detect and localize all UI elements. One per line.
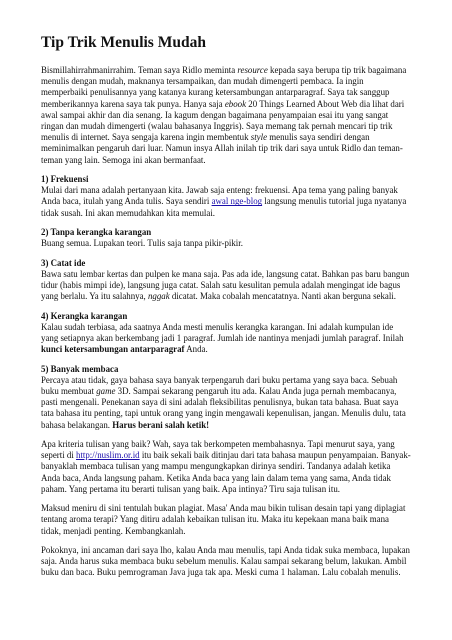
paragraph-text: Apa kriteria tulisan yang baik? Wah, saya tak berkompeten membahasnya. Tapi menurut saya, yang seperti di [41, 439, 395, 461]
paragraph-text: itu baik sekali baik ditinjau dari tata bahasa maupun penyampaian. Banyak-banyaklah membaca tulisan yang mampu mengungkapkan dirinya sendiri. Tandanya adalah ketika Anda baca, Anda langsung paham. Ketika Anda baca yang lain dalam tema yang sama, Anda tidak paham. Yang pertama itu berarti tulisan yang baik. Apa intinya? Tiru saja tulisan itu. [41, 450, 411, 494]
paragraph-kriteria [41, 439, 411, 495]
intro-text: 20 Things Learned About Web dia lihat dari awal sampai akhir dan dia senang. Ia kagum dengan bagaimana penyampaian esai itu yang sangat ringan dan mudah dimengerti (walau bahasanya Inggris). Saya memang tak pernah mencari tip trik menulis di internet. Saya sengaja karena ingin membentuk [41, 98, 405, 143]
section-text: Anda. [184, 344, 208, 355]
section-catat-ide [41, 258, 411, 303]
intro-text: menulis saya sendiri dengan meminimalkan pengaruh dari luar. Namun insya Allah inilah tip trik dari saya untuk Ridlo dan teman-teman yang lain. Semoga ini akan bermanfaat. [41, 132, 403, 165]
paragraph-ancaman: Pokoknya, ini ancaman dari saya lho, kalau Anda mau menulis, tapi Anda tidak suka membaca, lupakan saja. Anda harus suka membaca buku sebelum menulis. Kalau sampai sekarang belum, lakukan. Ambil buku dan baca. Buku pemrograman Java juga tak apa. Meski cuma 1 halaman. Lalu cobalah menulis. [41, 545, 410, 578]
section-heading: 2) Tanpa kerangka karangan [41, 227, 152, 238]
section-text: Percaya atau tidak, gaya bahasa saya banyak terpengaruh dari buku pertama yang saya baca. Sebuah buku membuat [41, 374, 398, 397]
intro-text: kepada saya berupa tip trik bagaimana menulis dengan mudah, maknanya tersampaikan, dan mudah dimengerti pembaca. Ia ingin memperbaiki penulisannya yang katanya kurang ketersambungan antarparagraf. Saya tak sanggup memberikannya karena saya tak punya. Hanya saja [41, 65, 407, 109]
section-frekuensi [41, 174, 411, 219]
intro-italic-style: style [250, 132, 268, 143]
section-text: Buang semua. Lupakan teori. Tulis saja tanpa pikir-pikir. [41, 238, 243, 249]
intro-text: Bismillahirrahmanirrahim. Teman saya Ridlo meminta [41, 65, 238, 75]
section-text: dicatat. Maka cobalah mencatatnya. Nanti akan berguna sekali. [169, 291, 396, 302]
intro-paragraph [41, 65, 411, 166]
section-text: Mulai dari mana adalah pertanyaan kita. Jawab saja enteng: frekuensi. Apa tema yang paling banyak Anda baca, itulah yang Anda tulis. Saya sendiri [41, 185, 398, 207]
section-heading: 4) Kerangka karangan [41, 310, 128, 321]
section-tanpa-kerangka [41, 227, 411, 249]
section-heading: 5) Banyak membaca [41, 363, 119, 374]
section-bold-berani: Harus berani salah ketik! [112, 419, 210, 430]
section-italic-game: game [96, 386, 116, 397]
section-kerangka-karangan [41, 311, 411, 356]
section-heading: 3) Catat ide [41, 257, 86, 268]
section-italic-nggak: nggak [147, 291, 170, 302]
section-text: Kalau sudah terbiasa, ada saatnya Anda mesti menulis kerangka karangan. Ini adalah kumpulan ide yang setiapnya akan berkembang jadi 1 paragraf. Jumlah ide nantinya menjadi jumlah paragraf. Inilah [41, 321, 404, 344]
section-text: Bawa satu lembar kertas dan pulpen ke mana saja. Pas ada ide, langsung catat. Bahkan pas baru bangun tidur (habis mimpi ide), langsung juga catat. Salah satu kesulitan pemula adalah mengingat ide bagus yang berlalu. Ya itu salahnya, [41, 268, 410, 302]
awal-nge-blog-link[interactable]: awal nge-blog [211, 196, 263, 207]
page-title: Tip Trik Menulis Mudah [41, 34, 206, 51]
section-text: langsung menulis tutorial juga nyatanya tidak susah. Ini akan memudahkan kita memulai. [41, 196, 407, 218]
nuslim-link[interactable]: http://nuslim.or.id [76, 450, 140, 461]
section-bold-kunci: kunci ketersambungan antarparagraf [41, 344, 185, 355]
intro-italic-resource: resource [237, 65, 268, 75]
section-text: 3D. Sampai sekarang pengaruh itu ada. Kalau Anda juga pernah membacanya, pasti mengenali. Penekanan saya di sini adalah fleksibilitas penulisnya, bukan tata bahasa. Buat saya tata bahasa itu penting, tapi untuk orang yang ingin mengawali kepenulisan, jangan. Menulis dulu, tata bahasa belakangan. [41, 386, 406, 430]
intro-italic-ebook: ebook [224, 98, 247, 109]
section-heading: 1) Frekuensi [41, 174, 89, 185]
section-banyak-membaca [41, 364, 411, 431]
paragraph-meniru: Maksud meniru di sini tentulah bukan plagiat. Masa' Anda mau bikin tulisan desain tapi yang diplagiat tentang aroma terapi? Yang ditiru adalah kebaikan tulisan itu. Maka itu kepekaan mana baik mana tidak, menjadi penting. Kembangkanlah. [41, 503, 406, 536]
